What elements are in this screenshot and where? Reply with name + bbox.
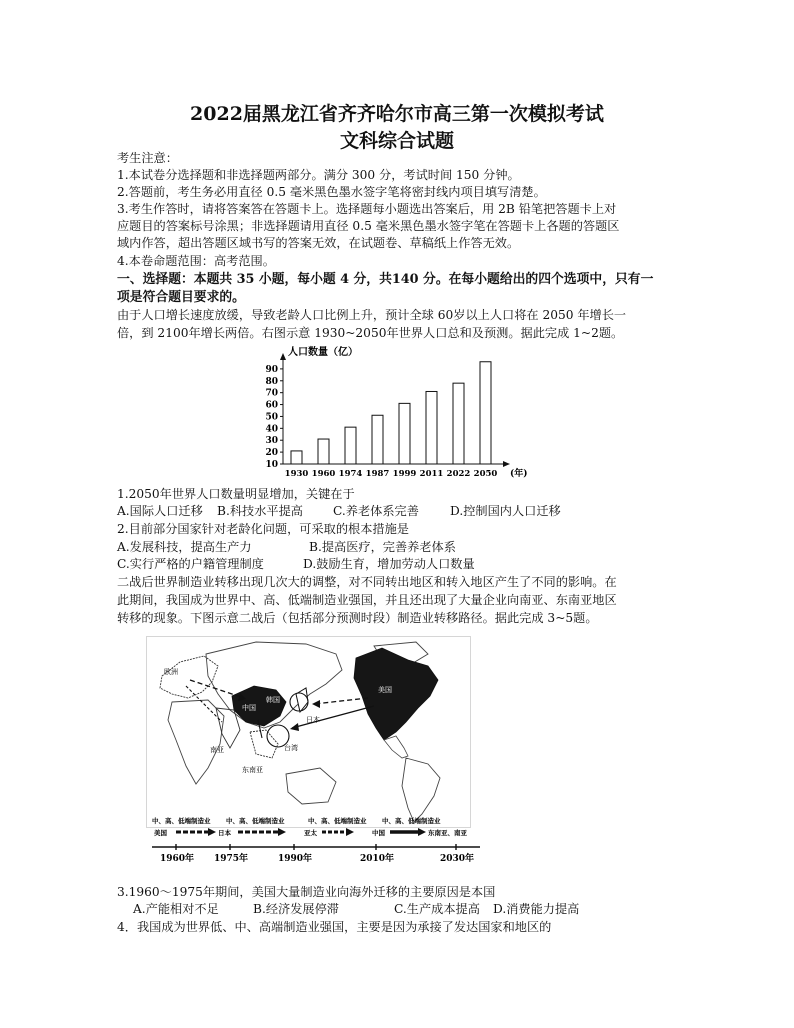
- notice-item-4: 4.本卷命题范围：高考范围。: [117, 254, 275, 268]
- year-1975: 1975年: [214, 854, 249, 864]
- population-chart: [258, 343, 530, 481]
- flow-se-south-asia: 东南亚、南亚: [428, 829, 467, 837]
- q1-option-d: D.控制国内人口迁移: [450, 504, 561, 518]
- label-china: 中国: [242, 704, 256, 712]
- label-japan: 日本: [306, 716, 320, 724]
- q2-option-c: C.实行严格的户籍管理制度: [117, 557, 264, 571]
- flow-asia-pacific: 亚太: [304, 829, 317, 837]
- stage-label-1: 中、高、低端制造业: [152, 817, 211, 825]
- section-heading-line1: 一、选择题：本题共 35 小题，每小题 4 分，共140 分。在每小题给出的四个选项中，只有一: [117, 272, 654, 287]
- exam-title: 2022届黑龙江省齐齐哈尔市高三第一次模拟考试: [190, 103, 604, 125]
- chart-y-arrow: [280, 353, 286, 360]
- label-usa: 美国: [378, 686, 392, 694]
- notice-item-3c: 域内作答，超出答题区域书写的答案无效，在试题卷、草稿纸上作答无效。: [117, 236, 520, 250]
- chart-bar-1960: [318, 439, 329, 464]
- year-1960: 1960年: [160, 854, 195, 864]
- passage2-line2: 此期间，我国成为世界中、高、低端制造业强国，并且还出现了大量企业向南亚、东南亚地区: [117, 593, 617, 607]
- q1-option-a: A.国际人口迁移: [117, 504, 203, 518]
- q4-stem: 4．我国成为世界低、中、高端制造业强国，主要是因为承接了发达国家和地区的: [117, 920, 552, 934]
- q3-stem: 3.1960～1975年期间，美国大量制造业向海外迁移的主要原因是本国: [117, 885, 496, 899]
- q2-option-a: A.发展科技，提高生产力: [117, 540, 252, 554]
- section-heading-line2: 项是符合题目要求的。: [117, 290, 245, 305]
- flow-arrow-2-head: [278, 828, 286, 836]
- label-korea: 韩国: [266, 696, 280, 704]
- chart-xtick-label: 1987: [365, 469, 390, 479]
- chart-ytick-label: 70: [265, 388, 278, 399]
- flow-japan: 日本: [218, 829, 231, 837]
- chart-xtick-label: 1960: [311, 469, 336, 479]
- q2-option-d: D.鼓励生育，增加劳动人口数量: [303, 557, 475, 571]
- year-2030: 2030年: [440, 854, 475, 864]
- q1-stem: 1.2050年世界人口数量明显增加，关键在于: [117, 487, 355, 501]
- passage2-line3: 转移的现象。下图示意二战后（包括部分预测时段）制造业转移路径。据此完成 3~5题。: [117, 611, 598, 625]
- q2-option-b: B.提高医疗，完善养老体系: [309, 540, 456, 554]
- q3-option-b: B.经济发展停滞: [253, 902, 339, 916]
- chart-xtick-label: 1999: [392, 469, 417, 479]
- chart-bar-2050: [480, 362, 491, 464]
- q1-option-c: C.养老体系完善: [333, 504, 419, 518]
- chart-bar-1999: [399, 403, 410, 464]
- chart-xunit: (年): [510, 469, 528, 479]
- stage-label-3: 中、高、低端制造业: [308, 817, 367, 825]
- chart-xtick-label: 2050: [473, 469, 498, 479]
- chart-ytick-label: 80: [265, 376, 278, 387]
- q3-option-c: C.生产成本提高: [394, 902, 480, 916]
- chart-bar-2011: [426, 391, 437, 464]
- chart-ytick-label: 10: [265, 460, 278, 470]
- chart-ytick-label: 50: [265, 412, 278, 423]
- chart-x-arrow: [503, 461, 510, 467]
- passage1-line2: 倍，到 2100年增长两倍。右图示意 1930~2050年世界人口总和及预测。据此完成 1~2题。: [117, 326, 624, 340]
- flow-china: 中国: [372, 829, 385, 837]
- year-2010: 2010年: [360, 854, 395, 864]
- notice-item-1: 1.本试卷分选择题和非选择题两部分。满分 300 分，考试时间 150 分钟。: [117, 168, 520, 182]
- passage1-line1: 由于人口增长速度放缓，导致老龄人口比例上升，预计全球 60岁以上人口将在 2050 年增长一: [117, 308, 627, 322]
- chart-bar-1974: [345, 427, 356, 464]
- transfer-map: [146, 636, 471, 828]
- chart-bar-2022: [453, 383, 464, 464]
- chart-xtick-label: 1930: [284, 469, 309, 479]
- q3-option-a: A.产能相对不足: [133, 902, 219, 916]
- flow-arrow-4-head: [418, 828, 426, 836]
- label-taiwan: 台湾: [284, 744, 298, 752]
- chart-ytick-label: 20: [265, 448, 278, 459]
- flow-usa: 美国: [154, 829, 167, 837]
- chart-bar-1930: [291, 451, 302, 464]
- chart-bar-1987: [372, 415, 383, 464]
- chart-ylabel: 人口数量（亿）: [288, 347, 358, 358]
- exam-subtitle: 文科综合试题: [339, 130, 454, 152]
- chart-ytick-label: 30: [265, 436, 278, 447]
- transfer-timeline: [146, 814, 486, 864]
- chart-xtick-label: 1974: [338, 469, 363, 479]
- flow-arrow-3-head: [346, 828, 354, 836]
- chart-ytick-label: 40: [265, 424, 278, 435]
- label-europe: 欧洲: [164, 668, 178, 676]
- year-1990: 1990年: [278, 854, 313, 864]
- flow-arrow-1-head: [208, 828, 216, 836]
- label-south-asia: 南亚: [210, 746, 224, 754]
- notice-heading: 考生注意：: [117, 151, 178, 165]
- notice-item-3b: 应题目的答案标号涂黑；非选择题请用直径 0.5 毫米黑色墨水签字笔在答题卡上各题的答题区: [117, 219, 620, 233]
- q3-option-d: D.消费能力提高: [493, 902, 580, 916]
- stage-label-4: 中、高、低端制造业: [382, 817, 441, 825]
- q2-stem: 2.目前部分国家针对老龄化问题，可采取的根本措施是: [117, 522, 409, 536]
- notice-item-3: 3.考生作答时，请将答案答在答题卡上。选择题每小题选出答案后，用 2B 铅笔把答题卡上对: [117, 202, 617, 216]
- q1-option-b: B.科技水平提高: [217, 504, 303, 518]
- chart-ytick-label: 60: [265, 400, 278, 411]
- chart-xtick-label: 2011: [419, 469, 444, 479]
- notice-item-2: 2.答题前，考生务必用直径 0.5 毫米黑色墨水签字笔将密封线内项目填写清楚。: [117, 185, 546, 199]
- stage-label-2: 中、高、低端制造业: [226, 817, 285, 825]
- label-southeast-asia: 东南亚: [242, 766, 263, 774]
- chart-ytick-label: 90: [265, 364, 278, 375]
- chart-xtick-label: 2022: [446, 469, 471, 479]
- passage2-line1: 二战后世界制造业转移出现几次大的调整，对不同转出地区和转入地区产生了不同的影响。在: [117, 575, 617, 589]
